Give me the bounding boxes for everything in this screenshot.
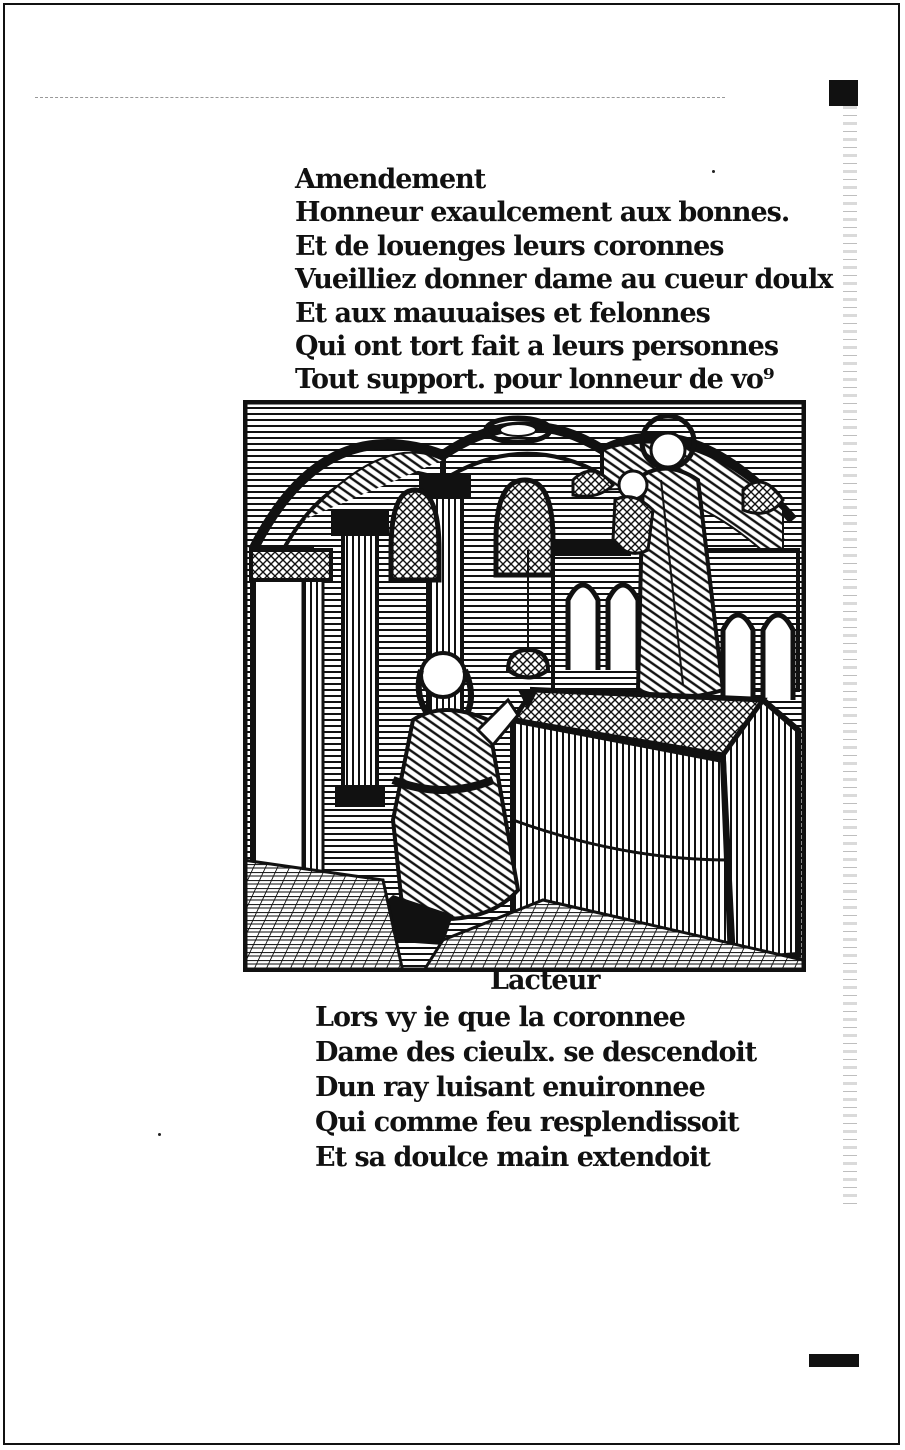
margin-mark-top — [829, 80, 858, 106]
verse-line: Dame des cieulx. se descendoit — [315, 1037, 757, 1068]
verse-stanza-bottom — [315, 1000, 756, 1175]
verse-line: Lors vy ie que la coronnee — [315, 1002, 685, 1033]
verse-line: Qui comme feu resplendissoit — [315, 1107, 739, 1138]
verse-line: Et aux mauuaises et felonnes — [295, 297, 710, 329]
ink-speck — [158, 1133, 161, 1136]
page-top-rule — [35, 97, 725, 98]
verse-line: Amendement — [295, 164, 486, 195]
verse-line: Honneur exaulcement aux bonnes. — [295, 197, 790, 229]
verse-line: Et sa doulce main extendoit — [315, 1142, 710, 1173]
verse-stanza-top — [295, 163, 832, 397]
ink-speck — [712, 170, 715, 173]
page-edge-shadow — [843, 106, 857, 1206]
verse-line: Et de louenges leurs coronnes — [295, 230, 724, 262]
section-heading: Lacteur — [490, 965, 600, 996]
verse-line: Qui ont tort fait a leurs personnes — [295, 331, 779, 363]
margin-mark-bottom — [809, 1354, 859, 1367]
verse-line: Dun ray luisant enuironnee — [315, 1072, 705, 1103]
verse-line: Tout support. pour lonneur de vo⁹ — [295, 364, 774, 396]
woodcut-illustration-icon — [243, 400, 806, 972]
verse-line: Vueilliez donner dame au cueur doulx — [295, 264, 833, 296]
